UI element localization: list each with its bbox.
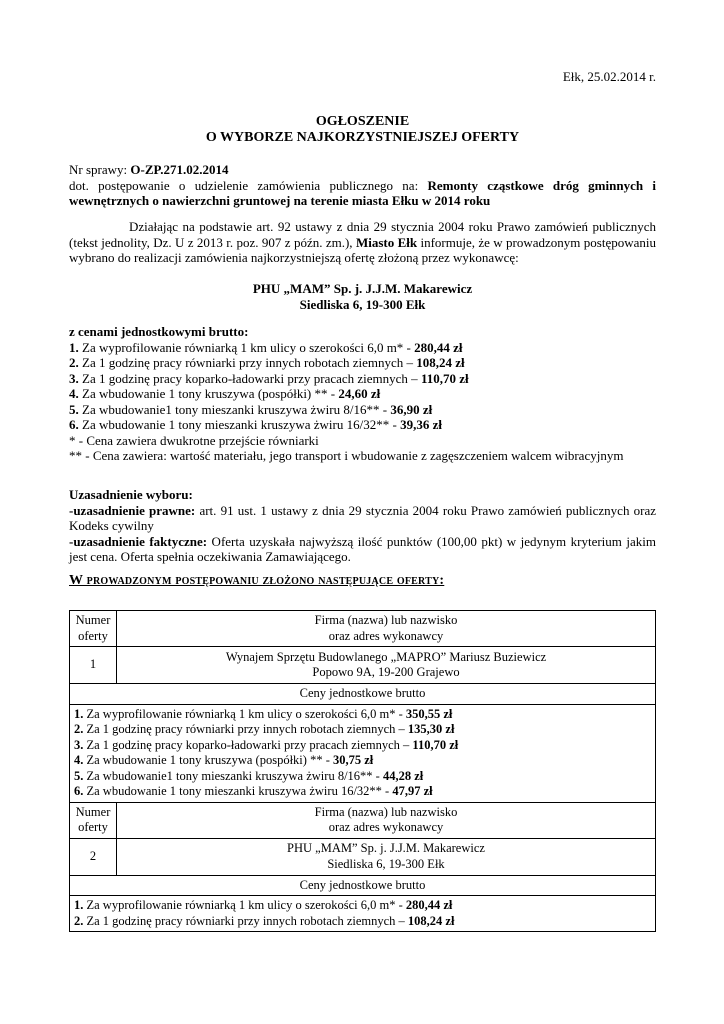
winner-name: PHU „MAM” Sp. j. J.J.M. Makarewicz [252,281,473,296]
offer-price-item-text: Za 1 godzinę pracy równiarki przy innych robotach ziemnych – [83,722,408,736]
winner-price-item-text: Za wyprofilowanie równiarką 1 km ulicy o szerokości 6,0 m* - [78,339,415,355]
prices-header-row [70,875,656,896]
column-number-header-line1: Numer [75,804,111,819]
case-number: O-ZP.271.02.2014 [130,162,229,177]
case-dot-prefix: dot. postępowanie o udzielenie zamówienia publicznego na: [69,177,428,193]
offer-row [70,647,656,684]
column-number-header-line1: Numer [75,613,111,627]
offer-price-item-number: 3. [74,737,84,752]
title-line-1: OGŁOSZENIE [315,114,410,129]
winner-price-item-number: 2. [69,355,79,370]
intro-part2: informuje, że w prowadzonym postępowaniu wybrano do realizacji zamówienia najkorzystniejszą ofertę złożoną przez wykonawcę: [69,234,656,265]
winner-price-item-price: 39,36 zł [400,417,442,432]
table-header-row [70,611,656,647]
winner-prices [69,324,656,464]
legal-label: -uzasadnienie prawne: [69,502,196,518]
winner-price-item-number: 5. [69,401,79,417]
prices-header: Ceny jednostkowe brutto [70,684,656,705]
winner-price-item-price: 108,24 zł [416,355,465,370]
factual-label: -uzasadnienie faktyczne: [69,533,208,549]
offer-price-item-price: 280,44 zł [405,898,453,912]
column-number-header-line2: oferty [78,820,108,834]
offer-prices [70,896,656,932]
offer-price-item-number: 5. [74,768,84,783]
offer-number: 2 [70,838,117,875]
column-firm-header [117,802,656,838]
winner-price-item [69,402,656,418]
offer-firm-line2: Popowo 9A, 19-200 Grajewo [312,665,460,679]
winner-price-item-text: Za wbudowanie 1 tony kruszywa (pospółki) ** - [78,386,339,401]
offers-table [69,610,656,932]
offer-price-item-number: 2. [74,722,84,736]
offer-price-item [74,898,651,914]
note-1: * - Cena zawiera dwukrotne przejście równiarki [69,432,319,448]
column-firm-header-line1: Firma (nazwa) lub nazwisko [314,804,458,819]
offer-prices [70,704,656,802]
prices-row [70,704,656,802]
column-firm-header [117,611,656,647]
document-date: Ełk, 25.02.2014 r. [562,69,656,84]
winner-price-item-price: 36,90 zł [390,401,433,417]
winner-price-item-text: Za wbudowanie1 tony mieszanki kruszywa żwiru 8/16** - [78,401,391,417]
winner-price-item [69,417,656,433]
winner-price-item [69,371,656,387]
factual-text: Oferta uzyskała najwyższą ilość punktów (100,00 pkt) w jedynym kryterium jakim jest cena. Oferta spełnia oczekiwania Zamawiającego. [69,533,656,564]
justification-block [69,487,656,565]
offer-price-item-price: 108,24 zł [407,913,455,928]
column-firm-header-line2: oraz adres wykonawcy [328,628,444,643]
case-block [69,162,656,209]
case-label: Nr sprawy: [69,162,131,177]
winner-price-item-price: 110,70 zł [420,370,469,386]
winner-price-item-price: 24,60 zł [338,386,381,401]
column-number-header-line2: oferty [78,628,108,643]
offer-price-item-text: Za 1 godzinę pracy równiarki przy innych robotach ziemnych – [83,913,408,928]
winner-price-list [69,340,656,433]
offer-price-item-number: 4. [74,753,84,767]
winner-price-item-text: Za wbudowanie 1 tony mieszanki kruszywa żwiru 16/32** - [78,417,401,432]
winner-price-item-number: 3. [69,370,79,386]
offer-price-item-number: 6. [74,784,84,798]
offer-firm-line2: Siedliska 6, 19-300 Ełk [327,856,445,871]
offer-price-item [74,914,651,930]
offer-number: 1 [70,647,117,684]
case-subject: Remonty cząstkowe dróg gminnych i wewnętrznych o nawierzchni gruntowej na terenie miasta Ełku w 2014 roku [69,177,656,208]
offer-price-item-price: 135,30 zł [407,722,455,736]
winner-price-item-number: 4. [69,386,79,401]
winner-price-item [69,340,656,356]
offer-price-item-price: 110,70 zł [412,737,459,752]
offer-price-item [74,738,651,754]
offer-price-item [74,769,651,785]
winner-price-item-number: 6. [69,417,79,432]
intro-city: Miasto Ełk [355,234,418,250]
offer-firm [117,838,656,875]
winner-price-item [69,355,656,371]
winner-prices-heading: z cenami jednostkowymi brutto: [69,324,249,339]
offer-firm-line1: Wynajem Sprzętu Budowlanego „MAPRO” Mariusz Buziewicz [225,649,547,664]
offer-price-item-text: Za 1 godzinę pracy koparko-ładowarki przy pracach ziemnych – [83,737,413,752]
intro-part1: Działając na podstawie art. 92 ustawy z dnia 29 stycznia 2004 roku Prawo zamówień publicznych (tekst jednolity, Dz. U z 2013 r. poz. 907 z późn. zm.), [69,219,656,250]
winner-price-item-text: Za 1 godzinę pracy koparko-ładowarki przy pracach ziemnych – [78,370,421,386]
offer-price-item-price: 47,97 zł [392,784,433,798]
winner-block [69,281,656,312]
offer-price-item-text: Za wbudowanie 1 tony mieszanki kruszywa żwiru 16/32** - [83,784,393,798]
offer-price-item-text: Za wyprofilowanie równiarką 1 km ulicy o szerokości 6,0 m* - [83,898,406,912]
offers-heading: W prowadzonym postępowaniu złożono następujące oferty: [69,573,445,588]
offer-firm [117,647,656,684]
column-number-header [70,802,117,838]
prices-header-row [70,684,656,705]
note-2: ** - Cena zawiera: wartość materiału, jego transport i wbudowanie z zagęszczeniem walcem wibracyjnym [69,448,624,463]
title-line-2: O WYBORZE NAJKORZYSTNIEJSZEJ OFERTY [205,130,520,145]
justification-heading: Uzasadnienie wyboru: [69,487,193,502]
offer-row [70,838,656,875]
offer-price-item-price: 350,55 zł [405,706,453,721]
intro-paragraph [69,219,656,266]
offer-price-item-text: Za wyprofilowanie równiarką 1 km ulicy o szerokości 6,0 m* - [83,706,406,721]
offer-price-item [74,784,651,800]
offer-price-item [74,707,651,723]
winner-price-item-text: Za 1 godzinę pracy równiarki przy innych robotach ziemnych – [78,355,417,370]
offer-price-item-text: Za wbudowanie1 tony mieszanki kruszywa żwiru 8/16** - [83,768,383,783]
offer-price-item-number: 2. [74,913,84,928]
offer-price-item-number: 1. [74,898,84,912]
column-firm-header-line2: oraz adres wykonawcy [328,820,444,834]
offer-price-item-price: 30,75 zł [332,753,374,767]
winner-price-item [69,386,656,402]
table-header-row [70,802,656,838]
prices-header: Ceny jednostkowe brutto [70,875,656,896]
winner-address: Siedliska 6, 19-300 Ełk [299,296,426,312]
column-number-header [70,611,117,647]
column-firm-header-line1: Firma (nazwa) lub nazwisko [314,613,458,627]
offer-price-item-price: 44,28 zł [382,768,424,783]
offers-table-body [70,611,656,932]
offer-price-item-number: 1. [74,706,84,721]
winner-price-item-number: 1. [69,339,79,355]
winner-price-item-price: 280,44 zł [414,339,463,355]
prices-row [70,896,656,932]
offer-price-item [74,722,651,738]
offer-firm-line1: PHU „MAM” Sp. j. J.J.M. Makarewicz [287,841,485,855]
legal-text: art. 91 ust. 1 ustawy z dnia 29 stycznia 2004 roku Prawo zamówień publicznych oraz Kodeks cywilny [69,502,657,533]
offer-price-item [74,753,651,769]
offer-price-item-text: Za wbudowanie 1 tony kruszywa (pospółki) ** - [83,753,333,767]
